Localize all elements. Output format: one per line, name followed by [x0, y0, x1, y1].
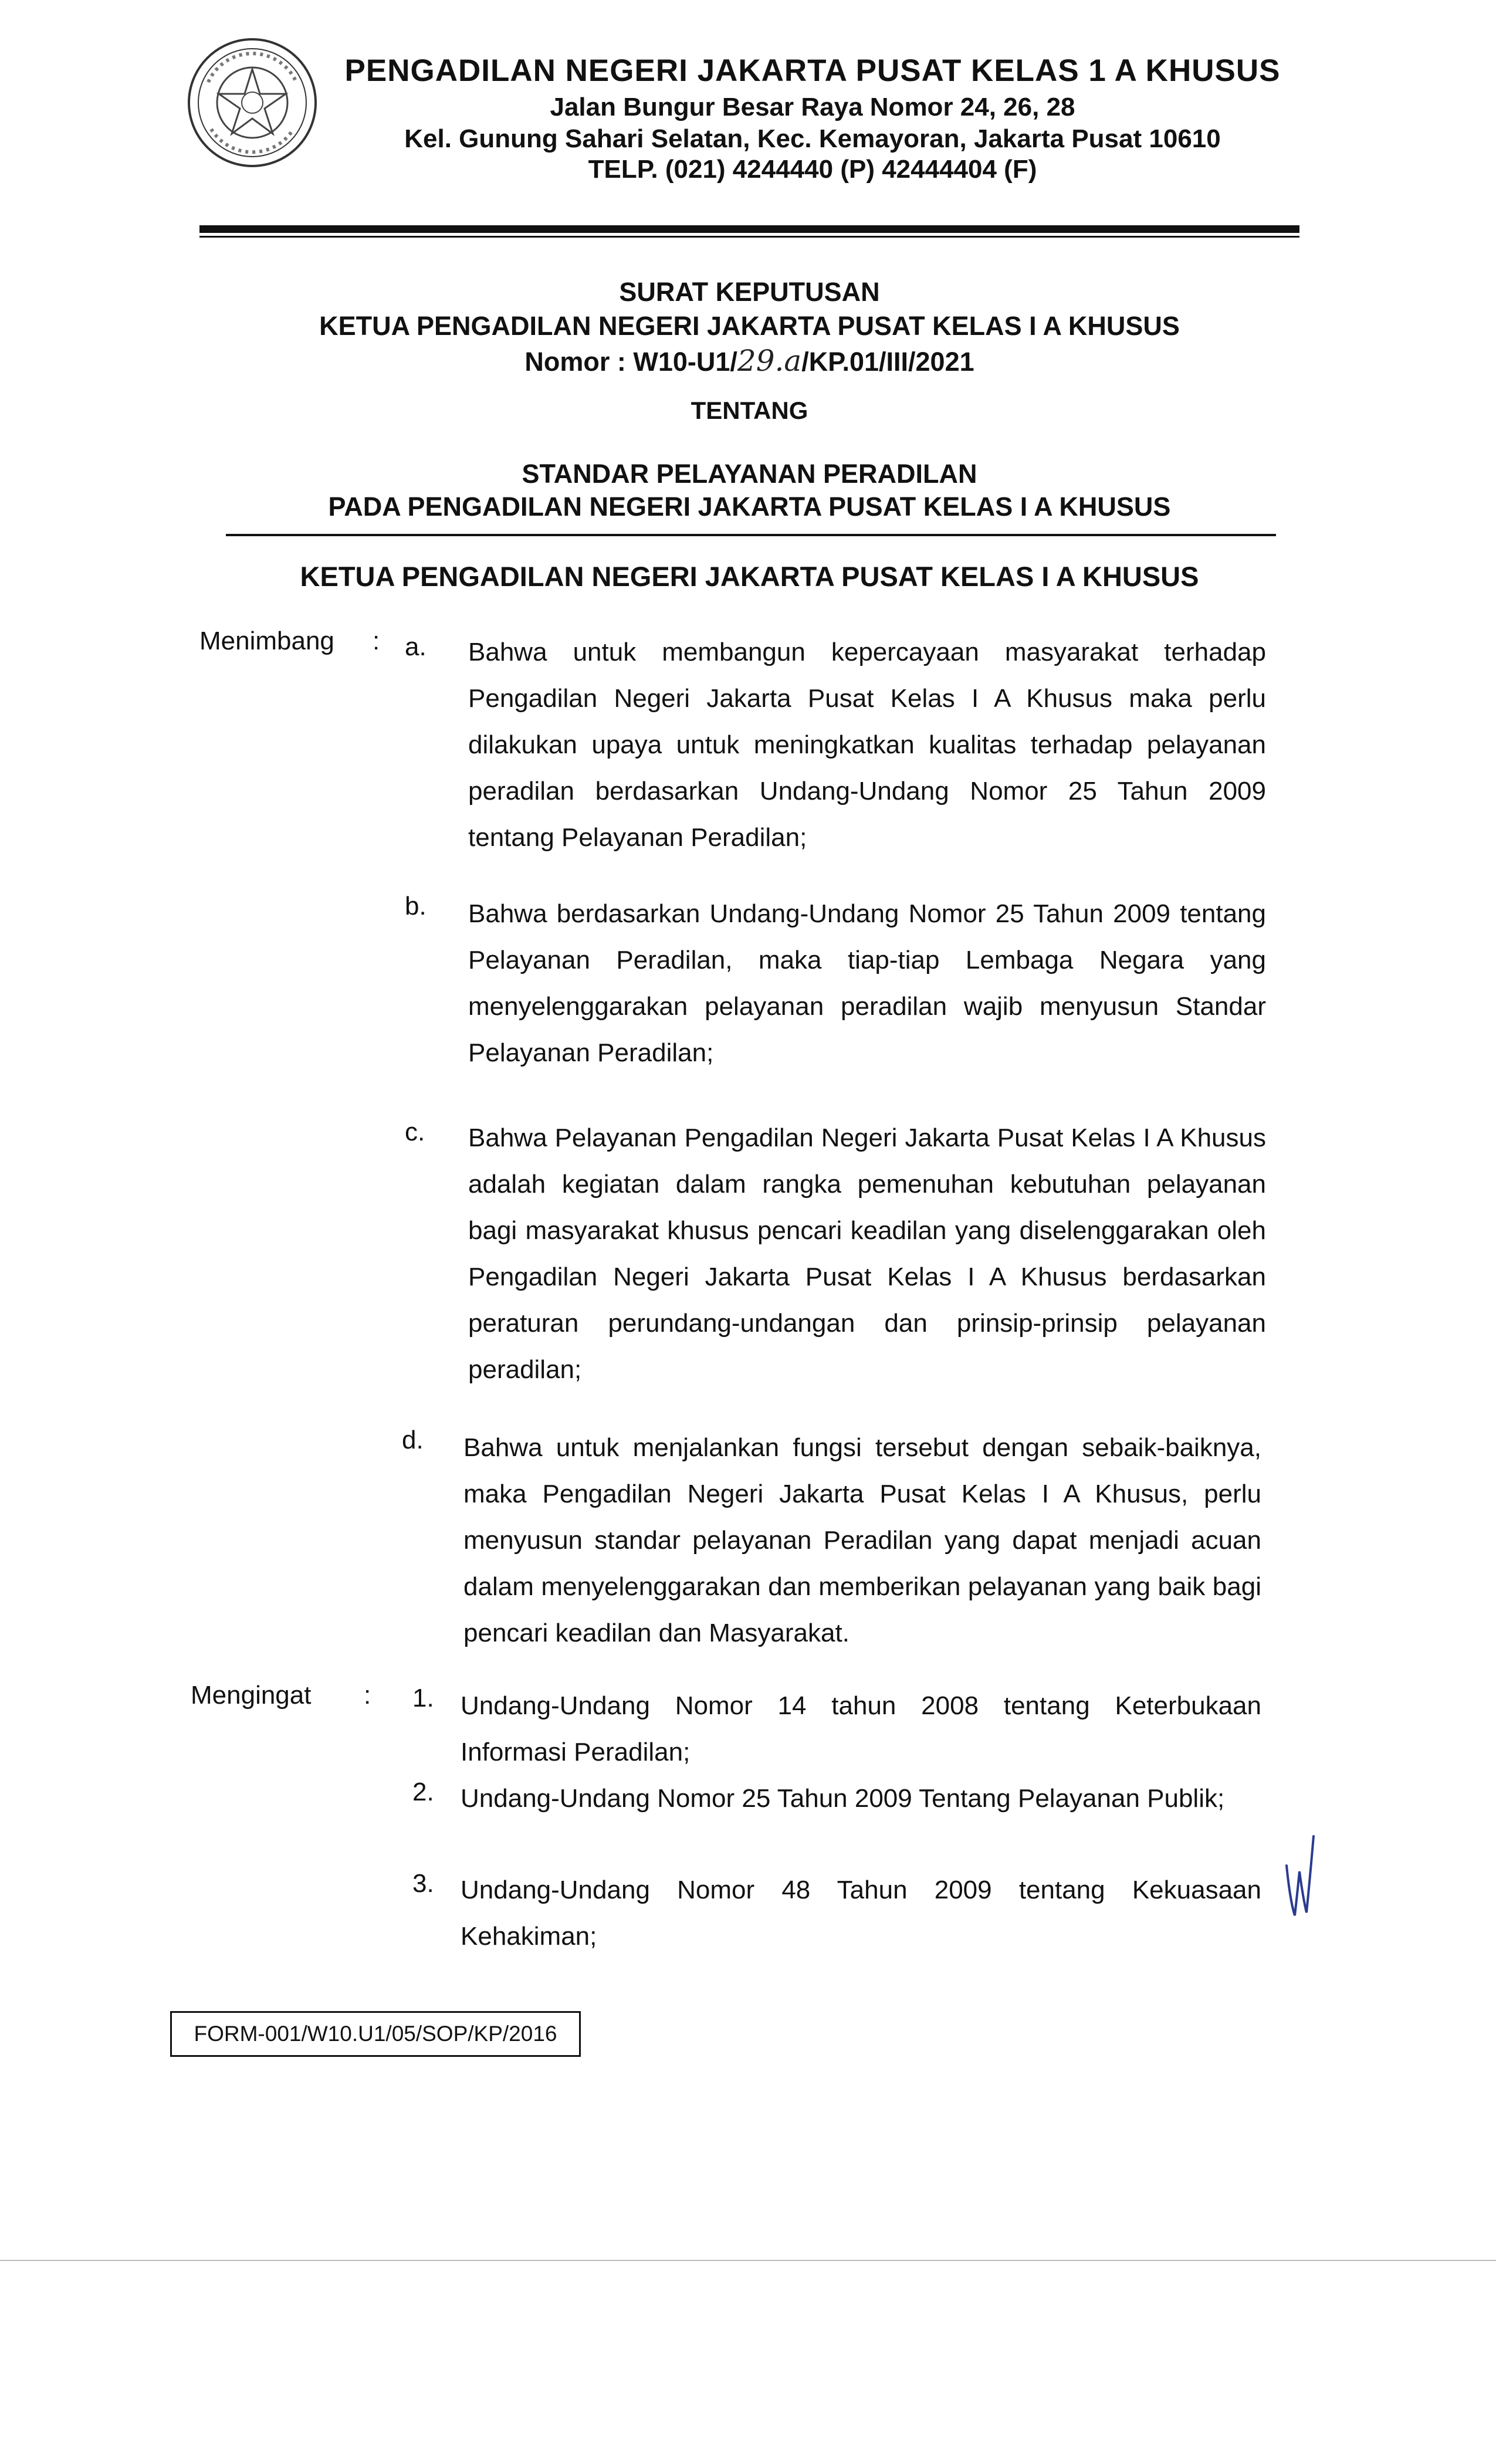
menimbang-mark-a: a.	[405, 632, 427, 661]
menimbang-item-b: Bahwa berdasarkan Undang-Undang Nomor 25 Tahun 2009 tentang Pelayanan Peradilan, maka tiap-tiap Lembaga Negara yang menyelenggarakan pelayanan peradilan wajib menyusun Standar Pelayanan Peradilan;	[468, 899, 1266, 1067]
handwritten-initial-icon	[1282, 1830, 1317, 1930]
page-edge-line	[0, 2260, 1496, 2261]
mengingat-mark-1: 1.	[412, 1684, 434, 1712]
subject-line-2: PADA PENGADILAN NEGERI JAKARTA PUSAT KELAS I A KHUSUS	[328, 492, 1171, 522]
menimbang-colon: :	[373, 627, 380, 655]
decree-number-suffix: /KP.01/III/2021	[801, 347, 974, 377]
mengingat-item-3: Undang-Undang Nomor 48 Tahun 2009 tentang Kekuasaan Kehakiman;	[461, 1876, 1261, 1951]
decree-number-handwritten: 29.a	[737, 344, 802, 378]
letterhead-divider-thin	[199, 236, 1299, 238]
mengingat-colon: :	[364, 1681, 371, 1710]
mengingat-item-2: Undang-Undang Nomor 25 Tahun 2009 Tentang Pelayanan Publik;	[461, 1784, 1225, 1813]
about-label: TENTANG	[691, 397, 808, 424]
mengingat-mark-3: 3.	[412, 1869, 434, 1898]
decree-number	[199, 344, 1299, 378]
address-line-1: Jalan Bungur Besar Raya Nomor 24, 26, 28	[550, 93, 1075, 121]
decree-number-prefix: Nomor : W10-U1/	[524, 347, 737, 377]
menimbang-item-a: Bahwa untuk membangun kepercayaan masyarakat terhadap Pengadilan Negeri Jakarta Pusat Kelas I A Khusus maka perlu dilakukan upaya untuk meningkatkan kualitas terhadap pelayanan peradilan berdasarkan Undang-Undang Nomor 25 Tahun 2009 tentang Pelayanan Peradilan;	[468, 638, 1266, 852]
menimbang-label: Menimbang	[199, 627, 334, 655]
decree-issuer: KETUA PENGADILAN NEGERI JAKARTA PUSAT KELAS I A KHUSUS	[319, 311, 1180, 341]
menimbang-mark-d: d.	[402, 1426, 424, 1454]
form-code-box: FORM-001/W10.U1/05/SOP/KP/2016	[170, 2011, 581, 2057]
court-seal-icon	[185, 35, 320, 170]
subject-line-1: STANDAR PELAYANAN PERADILAN	[522, 459, 977, 489]
menimbang-item-d: Bahwa untuk menjalankan fungsi tersebut dengan sebaik-baiknya, maka Pengadilan Negeri Jakarta Pusat Kelas I A Khusus, perlu menyusun standar pelayanan Peradilan yang dapat menjadi acuan dalam menyelenggarakan dan memberikan pelayanan yang baik bagi pencari keadilan dan Masyarakat.	[463, 1433, 1261, 1647]
letterhead-divider-thick	[199, 225, 1299, 233]
mengingat-item-1: Undang-Undang Nomor 14 tahun 2008 tentang Keterbukaan Informasi Peradilan;	[461, 1691, 1261, 1766]
address-line-2: Kel. Gunung Sahari Selatan, Kec. Kemayoran, Jakarta Pusat 10610	[404, 124, 1221, 153]
court-name: PENGADILAN NEGERI JAKARTA PUSAT KELAS 1 A KHUSUS	[344, 53, 1281, 88]
menimbang-mark-c: c.	[405, 1118, 425, 1146]
menimbang-mark-b: b.	[405, 892, 427, 920]
subject-underline	[226, 534, 1276, 536]
mengingat-mark-2: 2.	[412, 1778, 434, 1806]
menimbang-item-c: Bahwa Pelayanan Pengadilan Negeri Jakarta Pusat Kelas I A Khusus adalah kegiatan dalam rangka pemenuhan kebutuhan pelayanan bagi masyarakat khusus pencari keadilan yang diselenggarakan oleh Pengadilan Negeri Jakarta Pusat Kelas I A Khusus berdasarkan peraturan perundang-undangan dan prinsip-prinsip pelayanan peradilan;	[468, 1123, 1266, 1384]
phone-line: TELP. (021) 4244440 (P) 42444404 (F)	[588, 155, 1037, 184]
authority-heading: KETUA PENGADILAN NEGERI JAKARTA PUSAT KELAS I A KHUSUS	[300, 561, 1199, 592]
mengingat-label: Mengingat	[191, 1681, 312, 1710]
decree-type: SURAT KEPUTUSAN	[619, 277, 880, 307]
